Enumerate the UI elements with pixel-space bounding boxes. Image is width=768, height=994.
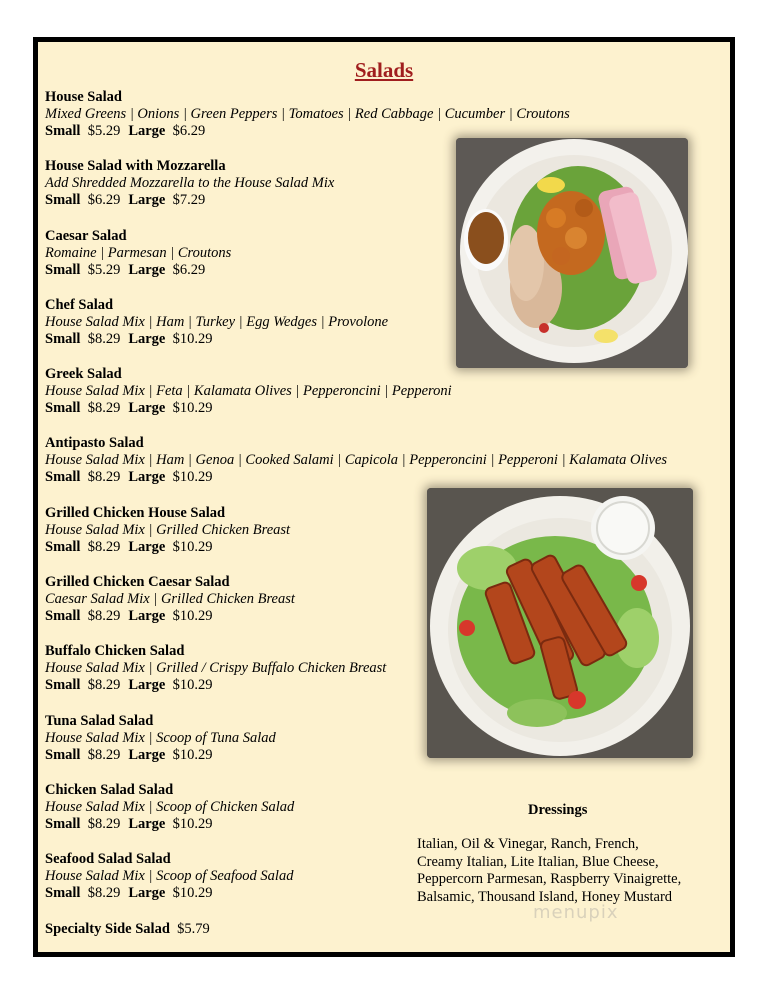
dressings-title: Dressings: [528, 802, 588, 818]
large-price: $6.29: [172, 123, 206, 139]
menu-page: [38, 42, 730, 952]
small-label: Small: [45, 538, 81, 555]
small-label: Small: [45, 677, 81, 694]
item-name: House Salad: [45, 89, 122, 105]
large-label: Large: [128, 192, 166, 209]
item-name: Greek Salad: [45, 366, 122, 383]
item-description: House Salad Mix | Scoop of Seafood Salad: [45, 868, 294, 885]
item-description: House Salad Mix | Ham | Turkey | Egg Wedges | Provolone: [45, 313, 389, 330]
small-price: $8.29: [87, 330, 121, 347]
item-prices: [45, 469, 725, 486]
item-description: Caesar Salad Mix | Grilled Chicken Breast: [45, 591, 295, 608]
item-description: Romaine | Parmesan | Croutons: [45, 244, 232, 261]
large-price: $10.29: [172, 538, 213, 555]
small-price: $8.29: [87, 885, 121, 902]
menupix-watermark: menupix: [533, 902, 619, 923]
chef-salad-illustration: [456, 138, 688, 368]
menu-border: [33, 37, 735, 957]
small-price: $8.29: [87, 815, 121, 832]
menu-section-title: Salads: [354, 58, 414, 82]
small-price: $6.29: [87, 192, 121, 209]
small-price: $5.29: [87, 123, 121, 139]
large-label: Large: [128, 538, 166, 555]
item-prices: [45, 400, 725, 417]
chef-salad-photo: [456, 138, 688, 368]
specialty-price: $5.79: [177, 920, 210, 937]
item-description: House Salad Mix | Grilled Chicken Breast: [45, 521, 291, 538]
item-name: Buffalo Chicken Salad: [45, 643, 185, 660]
dressings-section: [417, 802, 717, 906]
small-price: $8.29: [87, 400, 121, 417]
small-price: $8.29: [87, 538, 121, 555]
large-label: Large: [128, 469, 166, 486]
dressings-line: Balsamic, Thousand Island, Honey Mustard: [417, 888, 673, 905]
item-name: Antipasto Salad: [45, 435, 144, 452]
large-label: Large: [128, 400, 166, 417]
large-label: Large: [128, 677, 166, 694]
small-price: $5.29: [87, 261, 121, 278]
small-label: Small: [45, 400, 81, 417]
small-label: Small: [45, 815, 81, 832]
small-price: $8.29: [87, 608, 121, 625]
dressings-list: [417, 836, 717, 906]
specialty-name: Specialty Side Salad: [45, 920, 170, 937]
large-price: $6.29: [172, 261, 206, 278]
item-name: Chef Salad: [45, 296, 114, 313]
small-price: $8.29: [87, 677, 121, 694]
small-label: Small: [45, 469, 81, 486]
item-description: House Salad Mix | Scoop of Tuna Salad: [45, 729, 276, 746]
dressings-line: Creamy Italian, Lite Italian, Blue Cheese,: [417, 853, 659, 870]
item-description: House Salad Mix | Grilled / Crispy Buffalo Chicken Breast: [45, 660, 387, 677]
specialty-side-salad: [45, 921, 725, 938]
large-price: $10.29: [172, 469, 213, 486]
item-name: Tuna Salad Salad: [45, 712, 154, 729]
large-label: Large: [128, 123, 166, 139]
dressings-line: Italian, Oil & Vinegar, Ranch, French,: [417, 836, 639, 852]
small-label: Small: [45, 330, 81, 347]
item-name: Caesar Salad: [45, 227, 127, 244]
grilled-chicken-salad-illustration: [427, 488, 693, 758]
item-description: Add Shredded Mozzarella to the House Salad Mix: [45, 175, 335, 192]
small-label: Small: [45, 746, 81, 763]
small-price: $8.29: [87, 469, 121, 486]
large-label: Large: [128, 885, 166, 902]
large-label: Large: [128, 746, 166, 763]
large-price: $10.29: [172, 815, 213, 832]
item-description: Mixed Greens | Onions | Green Peppers | Tomatoes | Red Cabbage | Cucumber | Croutons: [45, 106, 570, 122]
menu-item: [45, 366, 725, 435]
large-label: Large: [128, 815, 166, 832]
large-label: Large: [128, 330, 166, 347]
item-description: House Salad Mix | Ham | Genoa | Cooked Salami | Capicola | Pepperoncini | Pepperoni | Kalamata Olives: [45, 452, 668, 469]
large-price: $10.29: [172, 746, 213, 763]
item-description: House Salad Mix | Feta | Kalamata Olives | Pepperoncini | Pepperoni: [45, 383, 452, 400]
item-description: House Salad Mix | Scoop of Chicken Salad: [45, 798, 295, 815]
small-label: Small: [45, 608, 81, 625]
large-price: $10.29: [172, 400, 213, 417]
small-label: Small: [45, 123, 81, 139]
large-price: $10.29: [172, 608, 213, 625]
item-name: Grilled Chicken House Salad: [45, 504, 226, 521]
small-label: Small: [45, 261, 81, 278]
large-price: $10.29: [172, 885, 213, 902]
large-label: Large: [128, 261, 166, 278]
small-price: $8.29: [87, 746, 121, 763]
item-name: Grilled Chicken Caesar Salad: [45, 574, 230, 591]
dressings-line: Peppercorn Parmesan, Raspberry Vinaigrette,: [417, 871, 682, 887]
small-label: Small: [45, 885, 81, 902]
small-label: Small: [45, 192, 81, 209]
item-name: Seafood Salad Salad: [45, 851, 171, 868]
large-price: $7.29: [172, 192, 206, 209]
item-name: Chicken Salad Salad: [45, 781, 174, 798]
large-price: $10.29: [172, 677, 213, 694]
grilled-chicken-salad-photo: [427, 488, 693, 758]
large-price: $10.29: [172, 330, 213, 347]
large-label: Large: [128, 608, 166, 625]
item-name: House Salad with Mozzarella: [45, 158, 226, 175]
